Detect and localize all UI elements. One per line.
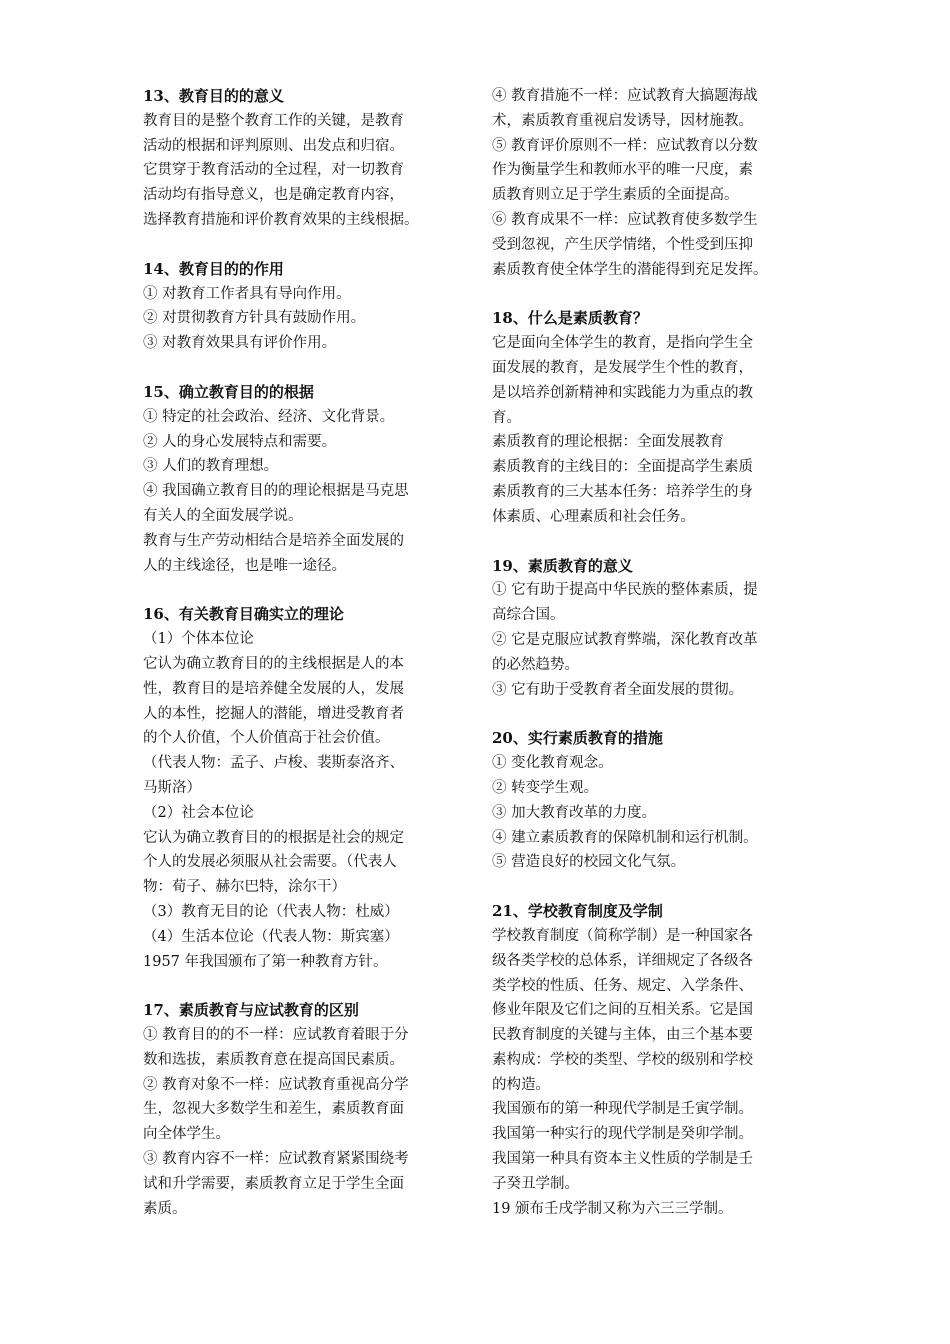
text-line: 级各类学校的总体系，详细规定了各级各 [492,952,753,969]
text-line: ① 特定的社会政治、经济、文化背景。 [143,408,395,425]
text-line: 素质教育使全体学生的潜能得到充足发挥。 [492,261,768,278]
text-line: （2）社会本位论 [143,804,254,821]
text-line: 子癸丑学制。 [492,1175,579,1192]
text-line: 作为衡量学生和教师水平的唯一尺度，素 [492,162,753,179]
section [492,84,812,282]
text-line: 物：荀子、赫尔巴特，涂尔干） [143,879,346,896]
text-line: 人的本性，挖掘人的潜能，增进受教育者 [143,705,404,722]
section-heading: 17、素质教育与应试教育的区别 [143,1001,359,1020]
section [143,998,463,1221]
text-line: 是以培养创新精神和实践能力为重点的教 [492,384,753,401]
text-line: 素质。 [143,1200,187,1217]
section [143,84,463,233]
text-line: ③ 加大教育改革的力度。 [492,804,657,821]
text-line: 面发展的教育，是发展学生个性的教育， [492,359,753,376]
text-line: 向全体学生。 [143,1126,230,1143]
section [492,726,812,875]
section [143,257,463,356]
text-line: ⑤ 教育评价原则不一样：应试教育以分数 [492,137,758,154]
text-line: 术，素质教育重视启发诱导，因材施教。 [492,112,753,129]
text-line: 活动均有指导意义，也是确定教育内容， [143,187,404,204]
text-line: 高综合国。 [492,607,565,624]
text-line: 质教育则立足于学生素质的全面提高。 [492,187,739,204]
text-line: 我国颁布的第一种现代学制是壬寅学制。 [492,1101,753,1118]
text-line: ④ 建立素质教育的保障机制和运行机制。 [492,829,758,846]
text-line: ① 对教育工作者具有导向作用。 [143,285,351,302]
text-line: 它是面向全体学生的教育，是指向学生全 [492,335,753,352]
text-line: 试和升学需要，素质教育立足于学生全面 [143,1175,404,1192]
text-line: ④ 教育措施不一样：应试教育大搞题海战 [492,88,758,104]
section-heading: 14、教育目的的作用 [143,259,284,278]
left-column [143,84,463,1245]
text-line: 它认为确立教育目的的根据是社会的规定 [143,829,404,846]
text-line: 数和选拔，素质教育意在提高国民素质。 [143,1051,404,1068]
section-heading: 21、学校教育制度及学制 [492,902,663,921]
section-heading: 16、有关教育目确实立的理论 [143,605,344,624]
text-line: ③ 它有助于受教育者全面发展的贯彻。 [492,681,744,698]
text-line: ③ 教育内容不一样：应试教育紧紧围绕考 [143,1151,409,1168]
text-line: 我国第一种实行的现代学制是癸卯学制。 [492,1126,753,1143]
text-line: 有关人的全面发展学说。 [143,507,303,524]
text-line: 19 颁布壬戌学制又称为六三三学制。 [492,1200,733,1217]
text-line: ② 人的身心发展特点和需要。 [143,433,337,450]
text-line: 类学校的性质、任务、规定、入学条件、 [492,977,753,994]
text-line: 民教育制度的关键与主体，由三个基本要 [492,1027,753,1044]
text-line: 我国第一种具有资本主义性质的学制是壬 [492,1151,753,1168]
text-line: （1）个体本位论 [143,631,254,648]
text-line: 活动的根据和评判原则、出发点和归宿。 [143,137,404,154]
text-line: （代表人物：孟子、卢梭、裴斯泰洛齐、 [143,755,404,772]
text-line: （3）教育无目的论（代表人物：杜威） [143,903,399,920]
text-line: ① 它有助于提高中华民族的整体素质，提 [492,582,758,599]
text-line: 修业年限及它们之间的互相关系。它是国 [492,1002,753,1019]
text-line: ③ 对教育效果具有评价作用。 [143,335,337,352]
text-line: ③ 人们的教育理想。 [143,458,279,475]
section [143,602,463,974]
text-line: 人的主线途径，也是唯一途径。 [143,557,346,574]
section [143,380,463,578]
text-line: 素质教育的三大基本任务：培养学生的身 [492,483,753,500]
section [492,899,812,1221]
text-line: 素构成：学校的类型、学校的级别和学校 [492,1051,753,1068]
section-heading: 19、素质教育的意义 [492,556,633,575]
text-line: ④ 我国确立教育目的的理论根据是马克思 [143,483,409,500]
right-column [492,84,812,1245]
text-line: 素质教育的主线目的：全面提高学生素质 [492,459,753,476]
text-line: 1957 年我国颁布了第一种教育方针。 [143,953,388,970]
text-line: ⑤ 营造良好的校园文化气氛。 [492,854,686,871]
text-line: 它贯穿于教育活动的全过程，对一切教育 [143,162,404,179]
text-line: 受到忽视，产生厌学情绪，个性受到压抑 [492,236,753,253]
text-line: 学校教育制度（简称学制）是一种国家各 [492,927,753,944]
text-line: 教育与生产劳动相结合是培养全面发展的 [143,532,404,549]
text-line: 的构造。 [492,1076,550,1093]
section-heading: 18、什么是素质教育？ [492,309,648,328]
text-line: 马斯洛） [143,779,201,796]
text-line: （4）生活本位论（代表人物：斯宾塞） [143,928,399,945]
text-line: ② 它是克服应试教育弊端，深化教育改革 [492,631,758,648]
text-line: ② 教育对象不一样：应试教育重视高分学 [143,1076,409,1093]
text-line: 个人的发展必须服从社会需要。（代表人 [143,854,397,871]
text-line: 生，忽视大多数学生和差生，素质教育面 [143,1101,404,1118]
text-line: ① 教育目的的不一样：应试教育着眼于分 [143,1027,409,1044]
text-line: 的必然趋势。 [492,656,579,673]
section-heading: 13、教育目的的意义 [143,87,284,105]
section [492,554,812,703]
text-line: ① 变化教育观念。 [492,755,613,772]
text-line: 育。 [492,409,521,426]
text-line: 性，教育目的是培养健全发展的人，发展 [143,680,404,697]
text-line: 教育目的是整个教育工作的关键，是教育 [143,112,404,129]
section [492,306,812,529]
text-line: 选择教育措施和评价教育效果的主线根据。 [143,211,419,228]
text-line: 的个人价值，个人价值高于社会价值。 [143,730,390,747]
text-line: 素质教育的理论根据：全面发展教育 [492,434,724,451]
section-heading: 20、实行素质教育的措施 [492,729,663,748]
text-line: 体素质、心理素质和社会任务。 [492,508,695,525]
section-heading: 15、确立教育目的的根据 [143,382,314,401]
text-line: ② 转变学生观。 [492,779,599,796]
text-line: 它认为确立教育目的的主线根据是人的本 [143,655,404,672]
text-line: ② 对贯彻教育方针具有鼓励作用。 [143,310,366,327]
text-line: ⑥ 教育成果不一样：应试教育使多数学生 [492,211,758,228]
